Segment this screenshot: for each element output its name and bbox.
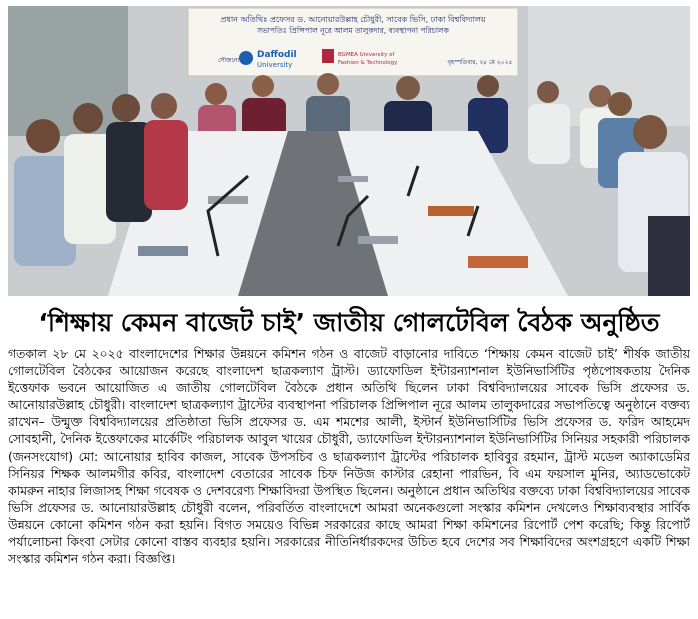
banner-logo-daffodil: Daffodil [257, 50, 297, 60]
banner-sponsor-label: সৌজন্যে [218, 57, 240, 64]
banner-date: বৃহস্পতিবার, ২৮ মে ২০২৫ [447, 59, 513, 66]
bgmea-logo-icon [322, 49, 334, 63]
event-banner [188, 8, 518, 76]
banner-logo-daffodil-sub: University [257, 61, 293, 69]
daffodil-logo-icon [239, 51, 253, 65]
banner-logo-other-sub: Fashion & Technology [338, 60, 398, 66]
banner-logo-other: BGMEA University of [338, 52, 395, 58]
banner-chief-guest: প্রধান অতিথিঃ প্রফেসর ড. আনোয়ারউল্লাহ চৌধুরী, সাবেক ভিসি, ঢাকা বিশ্ববিদ্যালয় [220, 15, 486, 24]
event-photo [8, 6, 690, 296]
headline: ‘শিক্ষায় কেমন বাজেট চাই’ জাতীয় গোলটেবিল বৈঠক অনুষ্ঠিত [38, 308, 660, 337]
article-body: গতকাল ২৮ মে ২০২৫ বাংলাদেশের শিক্ষার উন্নয়নে কমিশন গঠন ও বাজেট বাড়ানোর দাবিতে ‘শিক্ষায় কেমন বাজেট চাই’ শীর্ষক জাতীয় গোলটেবিল বৈঠকের আয়োজন করেছে বাংলাদেশ ছাত্রকল্যাণ ট্রাস্ট। ড্যাফোডিল ইন্টারন্যাশনাল ইউনিভার্সিটির পৃষ্ঠপোষকতায় দৈনিক ইত্তেফাক ভবনে আয়োজিত এ জাতীয় গোলটেবিল বৈঠকে প্রধান অতিথি ছিলেন ঢাকা বিশ্ববিদ্যালয়ের সাবেক ভিসি প্রফেসর ড. আনোয়ারউল্লাহ চৌধুরী। বাংলাদেশ ছাত্রকল্যাণ ট্রাস্টের ব্যবস্থাপনা পরিচালক প্রিন্সিপাল নূরে আলম তালুকদারের সভাপতিত্বে অনুষ্ঠানে বক্তব্য রাখেন– উন্মুক্ত বিশ্ববিদ্যালয়ের প্রতিষ্ঠাতা ভিসি প্রফেসর ড. এম শমশের আলী, ইস্টার্ন ইউনিভার্সিটির ভিসি প্রফেসর ড. ফরিদ আহমেদ সোবহানী, দৈনিক ইত্তেফাকের মার্কেটিং পরিচালক আবুল খায়ের চৌধুরী, ড্যাফোডিল ইন্টারন্যাশনাল ইউনিভার্সিটির সিনিয়র সহকারী পরিচালক (জনসংযোগ) মো: আনোয়ার হাবিব কাজল, সাবেক উপসচিব ও ছাত্রকল্যাণ ট্রাস্টের পরিচালক হাবিবুর রহমান, ট্রাস্ট মডেল অ্যাকাডেমির সিনিয়র শিক্ষক আলমগীর কবির, বাংলাদেশ বেতারের সাবেক চিফ নিউজ কাস্টার রেহানা পারভিন, বি এম ফয়সাল মুনির, অ্যাডভোকেট কামরুন নাহার লিজাসহ শিক্ষা গবেষক ও দেশবরেণ্য শিক্ষাবিদরা উপস্থিত ছিলেন। অনুষ্ঠানে প্রধান অতিথির বক্তব্যে ঢাকা বিশ্ববিদ্যালয়ের সাবেক ভিসি প্রফেসর ড. আনোয়ারউল্লাহ চৌধুরী বলেন, পরিবর্তিত বাংলাদেশে আমরা অনেকগুলো সংস্কার কমিশন দেখলেও শিক্ষাব্যবস্থার সার্বিক উন্নয়নে কোনো কমিশন গঠন করা হয়নি। বিগত সময়েও বিভিন্ন সরকারের কাছে আমরা শিক্ষা কমিশনের রিপোর্ট পেশ করেছি; কিন্তু রিপোর্ট পর্যালোচনা কিংবা সেটার কোনো বাস্তব ব্যবহার হয়নি। সরকারের নীতিনির্ধারকদের উচিত হবে দেশের সব শিক্ষাবিদের অংশগ্রহণে একটি শিক্ষা সংস্কার কমিশন গঠন করা। বিজ্ঞপ্তি। [8, 347, 690, 567]
banner-chair: সভাপতিঃ প্রিন্সিপাল নূরে আলম তালুকদার, ব্যবস্থাপনা পরিচালক [257, 26, 449, 35]
